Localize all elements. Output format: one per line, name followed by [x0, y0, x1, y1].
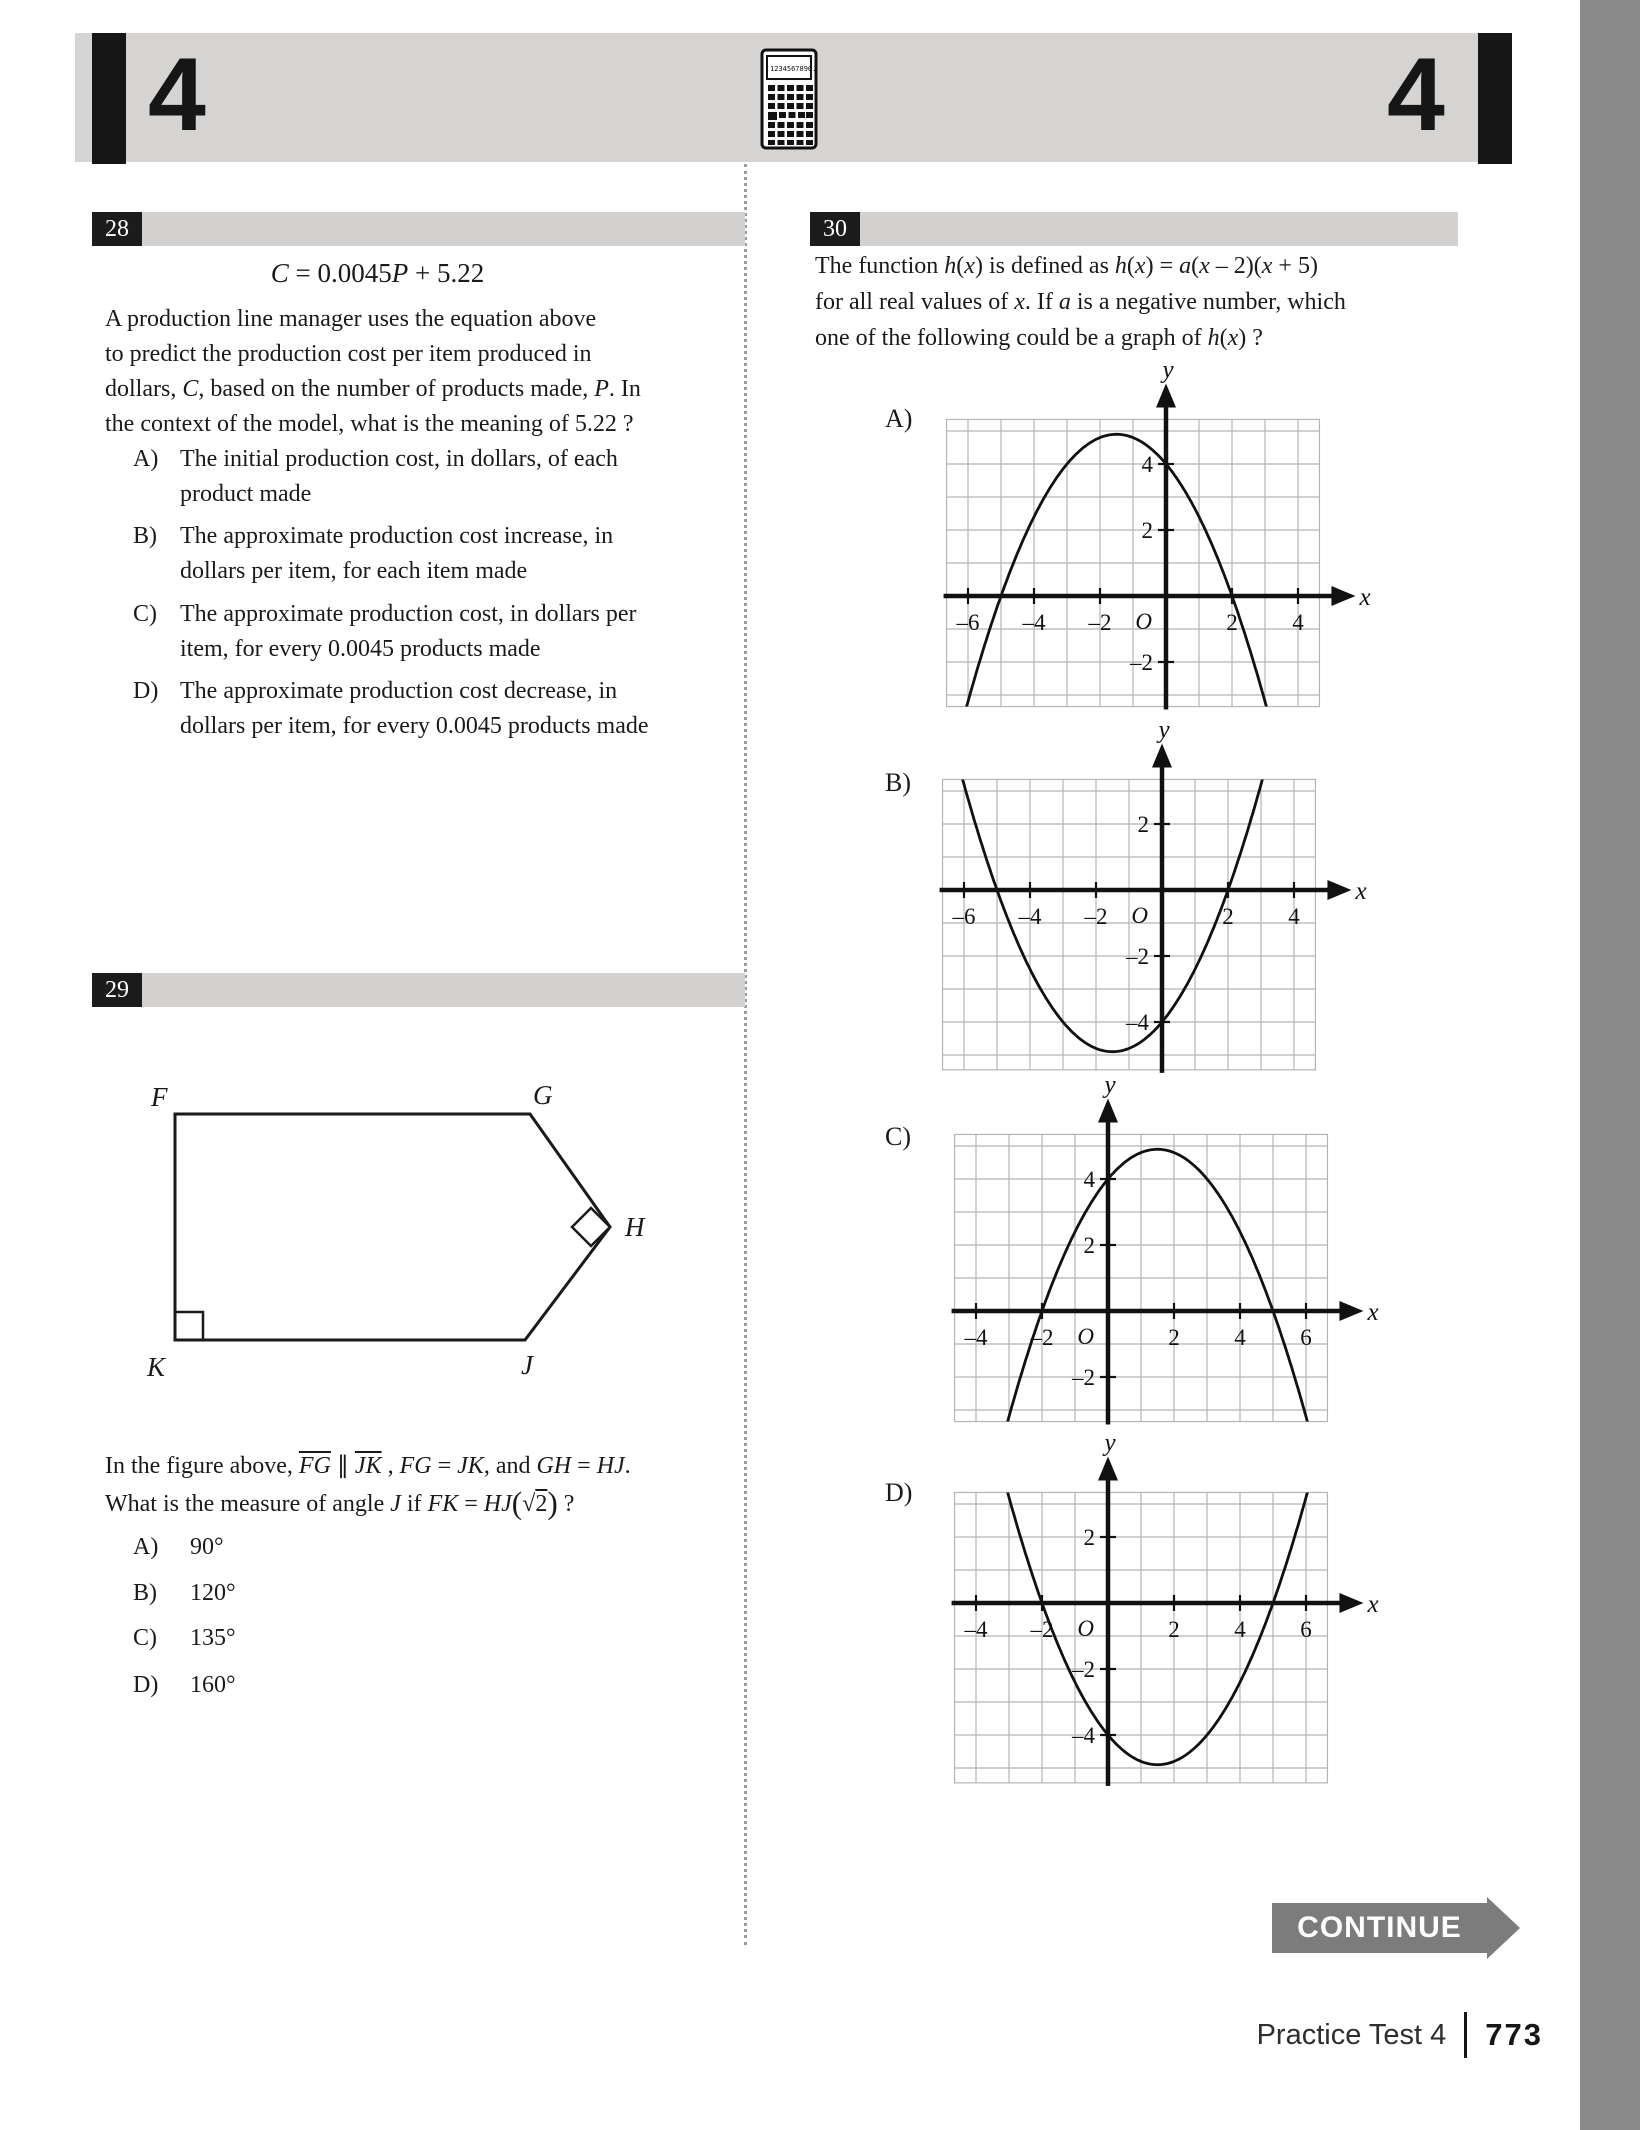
x-tick-label: 2	[1168, 1325, 1180, 1350]
choice-text: 120°	[190, 1580, 236, 1606]
y-tick-label: –2	[1126, 944, 1149, 969]
x-tick-label: –4	[964, 1617, 988, 1642]
choice-text: The approximate production cost decrease, in	[180, 678, 618, 704]
graph-svg-D	[880, 1438, 1390, 1803]
test-name: Practice Test 4	[1256, 2018, 1447, 2051]
vertex-label-K: K	[147, 1352, 166, 1382]
choice-text: 135°	[190, 1625, 236, 1651]
q28-equation: C = 0.0045P + 5.22	[270, 258, 485, 288]
y-axis-arrow	[1156, 383, 1176, 407]
graph-option-c	[880, 1080, 1390, 1450]
q28-prompt-line: A production line manager uses the equation above	[105, 306, 597, 332]
q28-prompt-line: to predict the production cost per item produced in	[105, 341, 592, 367]
vertex-label-G: G	[533, 1082, 553, 1110]
q30-prompt-line: The function h(x) is defined as h(x) = a(x – 2)(x + 5)	[815, 253, 1318, 279]
x-tick-label: 2	[1226, 610, 1238, 635]
x-axis-arrow	[1327, 880, 1351, 900]
y-tick-label: 4	[1141, 452, 1153, 477]
graph-svg-C	[880, 1080, 1390, 1445]
y-axis-label: y	[1162, 364, 1174, 384]
header-right-black-bar	[1478, 33, 1512, 164]
q28-prompt	[105, 302, 641, 442]
q29-prompt-line: What is the measure of angle J if FK = HJ(√2) ?	[105, 1485, 575, 1521]
y-tick-label: 4	[1083, 1167, 1095, 1192]
graph-svg-A	[880, 364, 1390, 729]
y-tick-label: 2	[1083, 1525, 1095, 1550]
origin-label: O	[1077, 1616, 1094, 1641]
q29-choice-d	[133, 1668, 236, 1703]
q29-prompt	[105, 1447, 631, 1523]
y-tick-label: –4	[1072, 1723, 1095, 1748]
vertex-label-J: J	[521, 1350, 533, 1380]
choice-text: The approximate production cost increase, in	[180, 523, 614, 549]
x-tick-label: –4	[964, 1325, 988, 1350]
footer-separator	[1464, 2012, 1467, 2058]
q29-prompt-line: In the figure above, $\overline{FG}$ ∥ $\overline{JK}$ , FG = JK, and GH = HJ.	[105, 1453, 631, 1479]
q28-choice-d	[133, 674, 649, 744]
choice-text: 90°	[190, 1534, 224, 1560]
q30-option-label-b: B)	[885, 768, 911, 797]
vertex-label-H: H	[625, 1212, 645, 1242]
choice-letter: B)	[133, 523, 157, 549]
y-axis-arrow	[1152, 743, 1172, 767]
q28-prompt-line: the context of the model, what is the meaning of 5.22 ?	[105, 411, 634, 437]
x-tick-label: 6	[1300, 1617, 1312, 1642]
q29-figure	[95, 1082, 655, 1392]
choice-letter: A)	[133, 446, 159, 472]
x-axis-label: x	[1367, 1299, 1379, 1326]
x-tick-label: –2	[1030, 1617, 1054, 1642]
q29-header-bar	[92, 973, 745, 1007]
y-axis-arrow	[1098, 1456, 1118, 1480]
q29-choice-b	[133, 1576, 236, 1611]
choice-letter: D)	[133, 678, 159, 704]
calculator-icon	[760, 48, 818, 150]
q29-choice-a	[133, 1530, 224, 1565]
x-tick-label: –2	[1088, 610, 1112, 635]
q30-prompt	[815, 248, 1346, 356]
x-tick-label: 2	[1168, 1617, 1180, 1642]
choice-letter: A)	[133, 1534, 159, 1560]
q30-prompt-line: one of the following could be a graph of h(x) ?	[815, 325, 1263, 351]
q30-option-label-d: D)	[885, 1478, 913, 1507]
graph-option-d	[880, 1438, 1390, 1808]
vertex-label-F: F	[151, 1082, 168, 1112]
x-tick-label: –4	[1018, 904, 1042, 929]
q29-number-badge: 29	[92, 973, 142, 1007]
q30-number-badge: 30	[810, 212, 860, 246]
section-number-left: 4	[148, 37, 206, 153]
y-tick-label: –4	[1126, 1010, 1149, 1035]
q30-header-bar	[810, 212, 1458, 246]
x-tick-label: –2	[1084, 904, 1108, 929]
x-axis-arrow	[1339, 1593, 1363, 1613]
choice-text: item, for every 0.0045 products made	[180, 636, 541, 662]
pentagon-outline	[175, 1114, 610, 1340]
x-tick-label: –6	[956, 610, 980, 635]
svg-text:1234567890.: 1234567890.	[770, 65, 817, 73]
right-angle-mark-K	[175, 1312, 203, 1340]
x-tick-label: 4	[1234, 1325, 1246, 1350]
right-angle-mark-H	[572, 1208, 610, 1246]
x-tick-label: –6	[952, 904, 976, 929]
x-tick-label: –4	[1022, 610, 1046, 635]
choice-text: dollars per item, for each item made	[180, 558, 528, 584]
y-axis-label: y	[1104, 1080, 1116, 1099]
choice-letter: B)	[133, 1580, 157, 1606]
x-tick-label: –2	[1030, 1325, 1054, 1350]
page-footer	[1257, 2012, 1543, 2058]
y-tick-label: –2	[1130, 650, 1153, 675]
q29-choice-c	[133, 1621, 236, 1656]
q28-number-badge: 28	[92, 212, 142, 246]
y-axis-label: y	[1104, 1438, 1116, 1457]
choice-text: dollars per item, for every 0.0045 products made	[180, 713, 649, 739]
y-tick-label: –2	[1072, 1657, 1095, 1682]
choice-letter: C)	[133, 601, 157, 627]
x-axis-arrow	[1339, 1301, 1363, 1321]
section-number-right: 4	[1387, 37, 1445, 153]
choice-text: The approximate production cost, in dollars per	[180, 601, 637, 627]
y-axis-arrow	[1098, 1098, 1118, 1122]
page-edge-strip	[1580, 0, 1640, 2130]
choice-text: 160°	[190, 1672, 236, 1698]
graph-option-b	[880, 724, 1390, 1094]
x-axis-label: x	[1355, 878, 1367, 905]
page-number: 773	[1485, 2017, 1543, 2052]
y-tick-label: 2	[1137, 812, 1149, 837]
origin-label: O	[1077, 1324, 1094, 1349]
continue-arrow: CONTINUE	[1272, 1903, 1487, 1953]
q30-option-label-a: A)	[885, 404, 913, 433]
choice-letter: D)	[133, 1672, 159, 1698]
x-axis-label: x	[1367, 1591, 1379, 1618]
x-axis-arrow	[1331, 586, 1355, 606]
x-tick-label: 4	[1234, 1617, 1246, 1642]
q30-prompt-line: for all real values of x. If a is a negative number, which	[815, 289, 1346, 315]
x-tick-label: 6	[1300, 1325, 1312, 1350]
x-tick-label: 4	[1292, 610, 1304, 635]
origin-label: O	[1135, 609, 1152, 634]
q28-choice-c	[133, 597, 637, 667]
q28-choice-a	[133, 442, 618, 512]
x-tick-label: 2	[1222, 904, 1234, 929]
graph-svg-B	[880, 724, 1390, 1089]
choice-letter: C)	[133, 1625, 157, 1651]
x-axis-label: x	[1359, 584, 1371, 611]
y-axis-label: y	[1158, 724, 1170, 744]
q30-option-label-c: C)	[885, 1122, 911, 1151]
origin-label: O	[1131, 903, 1148, 928]
column-divider	[744, 164, 747, 1945]
x-tick-label: 4	[1288, 904, 1300, 929]
y-tick-label: 2	[1083, 1233, 1095, 1258]
q28-header-bar	[92, 212, 745, 246]
q28-choice-b	[133, 519, 613, 589]
graph-option-a	[880, 364, 1390, 734]
choice-text: The initial production cost, in dollars, of each	[180, 446, 618, 472]
choice-text: product made	[180, 481, 312, 507]
q28-prompt-line: dollars, C, based on the number of products made, P. In	[105, 376, 641, 402]
y-tick-label: 2	[1141, 518, 1153, 543]
continue-arrow-head	[1487, 1897, 1520, 1959]
header-left-black-bar	[92, 33, 126, 164]
y-tick-label: –2	[1072, 1365, 1095, 1390]
